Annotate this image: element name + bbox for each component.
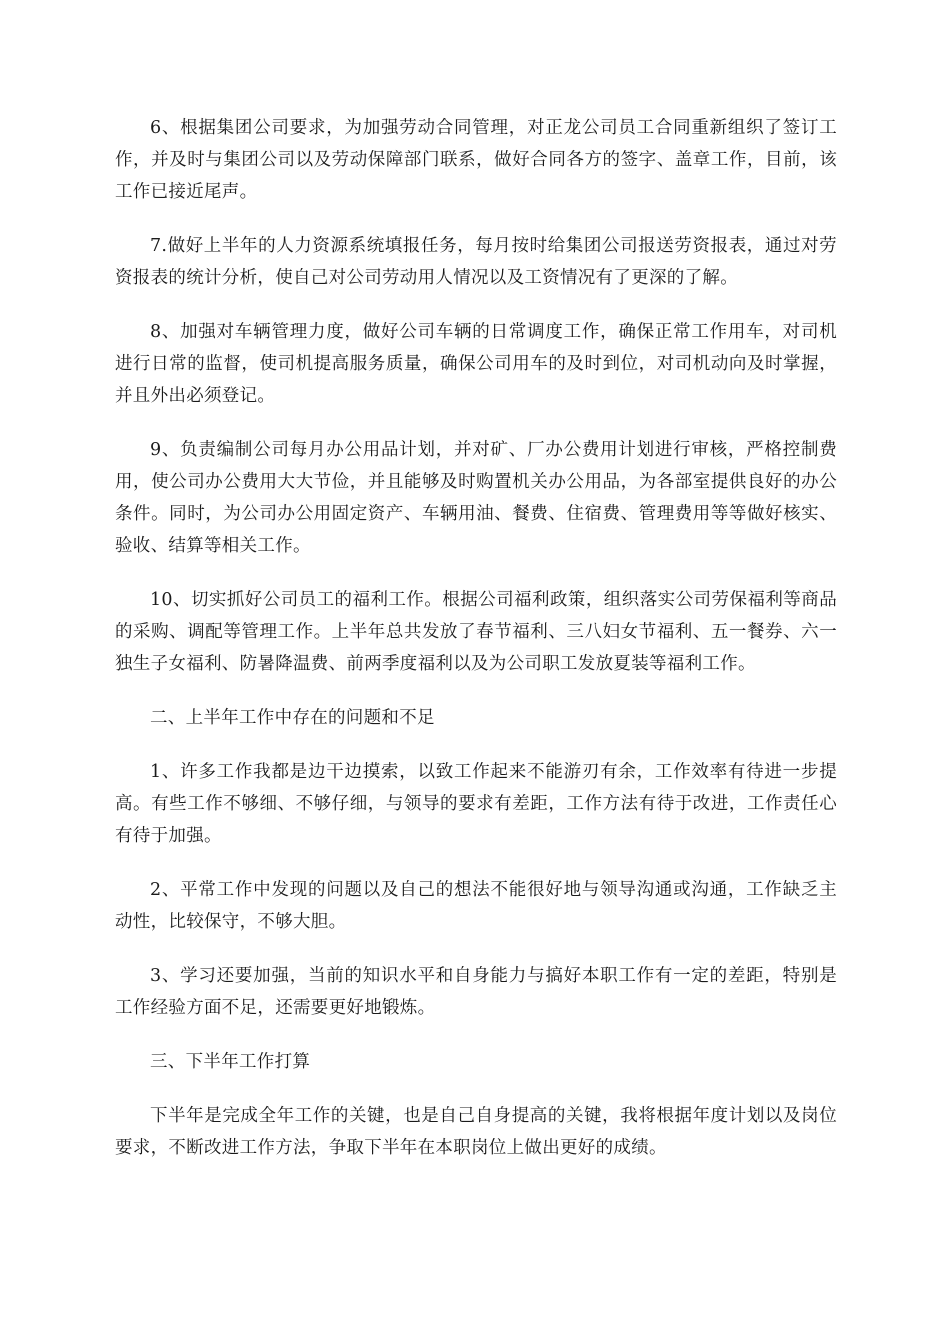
paragraph-item-9: 9、负责编制公司每月办公用品计划，并对矿、厂办公费用计划进行审核，严格控制费用，使公司办公费用大大节俭，并且能够及时购置机关办公用品，为各部室提供良好的办公条件。同时，为公司办公用固定资产、车辆用油、餐费、住宿费、管理费用等等做好核实、验收、结算等相关工作。 [115,440,837,556]
paragraph-item-8: 8、加强对车辆管理力度，做好公司车辆的日常调度工作，确保正常工作用车，对司机进行日常的监督，使司机提高服务质量，确保公司用车的及时到位，对司机动向及时掌握，并且外出必须登记。 [115,322,837,406]
paragraph-item-7: 7.做好上半年的人力资源系统填报任务，每月按时给集团公司报送劳资报表，通过对劳资报表的统计分析，使自己对公司劳动用人情况以及工资情况有了更深的了解。 [115,236,837,288]
section-heading-problems: 二、上半年工作中存在的问题和不足 [150,708,435,728]
section-heading-plan: 三、下半年工作打算 [150,1052,311,1072]
paragraph-plan: 下半年是完成全年工作的关键，也是自己自身提高的关键，我将根据年度计划以及岗位要求，不断改进工作方法，争取下半年在本职岗位上做出更好的成绩。 [115,1106,837,1158]
paragraph-item-10: 10、切实抓好公司员工的福利工作。根据公司福利政策，组织落实公司劳保福利等商品的采购、调配等管理工作。上半年总共发放了春节福利、三八妇女节福利、五一餐券、六一独生子女福利、防暑降温费、前两季度福利以及为公司职工发放夏装等福利工作。 [115,590,837,674]
paragraph-item-6: 6、根据集团公司要求，为加强劳动合同管理，对正龙公司员工合同重新组织了签订工作，并及时与集团公司以及劳动保障部门联系，做好合同各方的签字、盖章工作，目前，该工作已接近尾声。 [115,118,837,202]
paragraph-problem-2: 2、平常工作中发现的问题以及自己的想法不能很好地与领导沟通或沟通，工作缺乏主动性，比较保守，不够大胆。 [115,880,837,932]
paragraph-problem-1: 1、许多工作我都是边干边摸索，以致工作起来不能游刃有余，工作效率有待进一步提高。有些工作不够细、不够仔细，与领导的要求有差距，工作方法有待于改进，工作责任心有待于加强。 [115,762,837,846]
document-body [115,112,837,1186]
paragraph-problem-3: 3、学习还要加强，当前的知识水平和自身能力与搞好本职工作有一定的差距，特别是工作经验方面不足，还需要更好地锻炼。 [115,966,837,1018]
